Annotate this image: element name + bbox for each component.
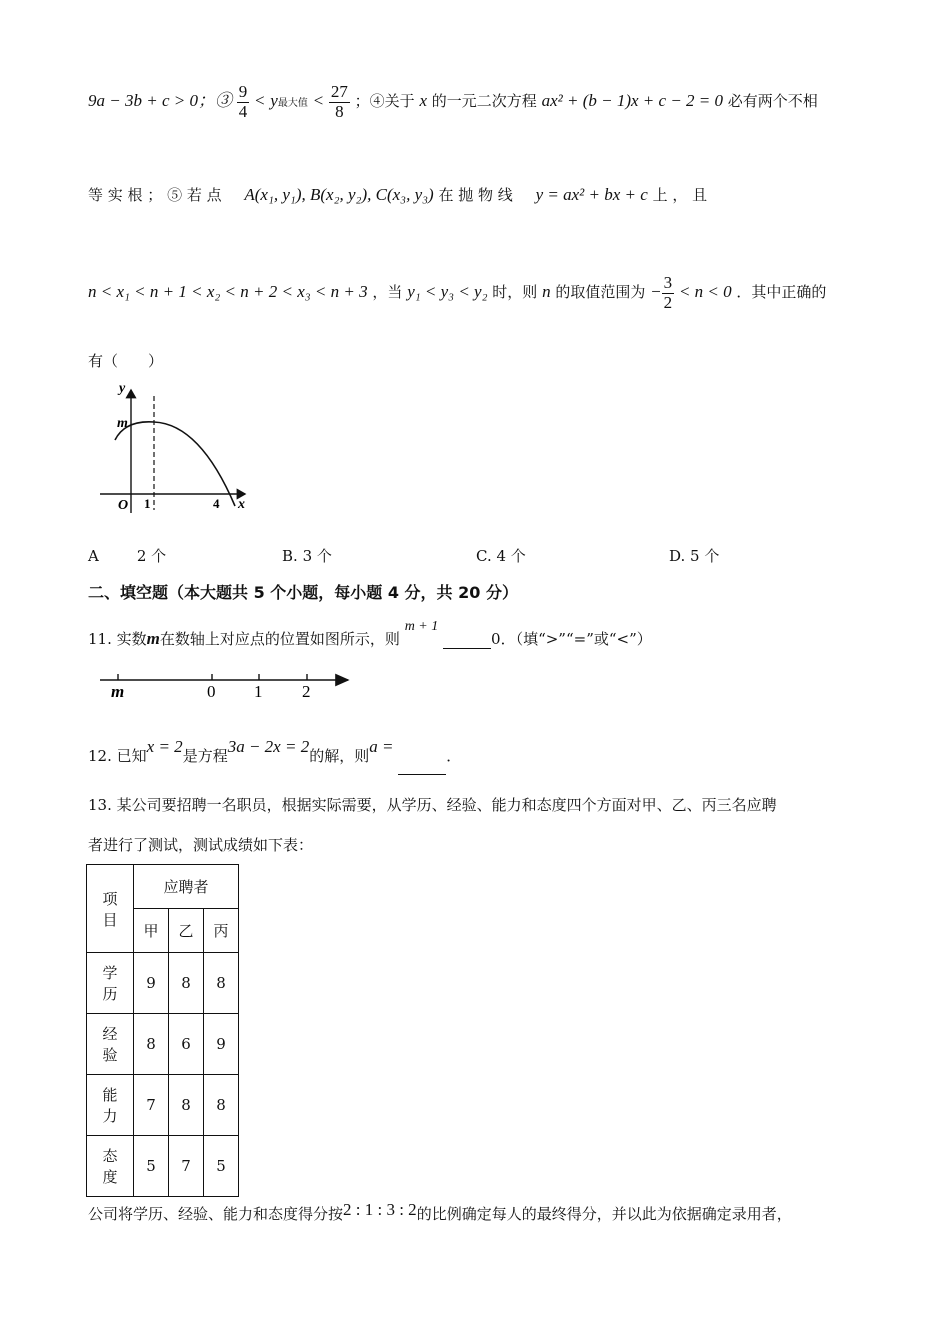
row-label: 学 历 — [87, 953, 134, 1014]
graph-m-label: m — [117, 416, 128, 431]
frac-3-2: $\frac{3}{2}$ — [663, 272, 673, 312]
section-2-title: 二、填空题（本大题共 5 个小题，每小题 4 分，共 20 分） — [88, 583, 518, 602]
x-equals-2: x = 2 — [146, 737, 183, 756]
q11: 11. 实数m在数轴上对应点的位置如图所示，则 m + 1 0．（填“>”“=”或“<”） — [88, 619, 652, 648]
parabola-equation: y = ax² + bx + c — [535, 185, 648, 204]
option-c[interactable]: C. 4 个 — [476, 547, 526, 565]
score-cell: 5 — [134, 1136, 169, 1197]
frac-27-8: $\frac{27}{8}$ — [330, 81, 348, 121]
score-cell: 8 — [169, 953, 204, 1014]
quadratic-equation: ax² + (b − 1)x + c − 2 = 0 — [541, 91, 724, 110]
graph-origin-label: O — [118, 498, 129, 513]
number-line — [96, 668, 356, 702]
q10-line3: n < x₁ < n + 1 < x₂ < n + 2 < x₃ < n + 3 ，当 y₁ < y₃ < y₂ 时，则 n 的取值范围为 − $\frac{3}{2}$ < n < 0 ．其中正确的 — [88, 272, 827, 312]
row-label: 经 验 — [87, 1014, 134, 1075]
graph-x-label: x — [238, 497, 245, 512]
score-cell: 5 — [204, 1136, 239, 1197]
label-1: 1 — [254, 682, 263, 701]
score-cell: 8 — [169, 1075, 204, 1136]
q12: 12. 已知x = 2是方程3a − 2x = 2的解，则a = ． — [88, 738, 461, 774]
row-label: 能 力 — [87, 1075, 134, 1136]
ratio: 2 : 1 : 3 : 2 — [343, 1200, 417, 1219]
option-b[interactable]: B. 3 个 — [282, 547, 332, 565]
score-cell: 9 — [134, 953, 169, 1014]
label-0: 0 — [207, 682, 216, 701]
y-max: y — [270, 91, 278, 110]
applicants-header: 应聘者 — [134, 865, 239, 909]
candidate-jia: 甲 — [134, 909, 169, 953]
label-m: m — [111, 682, 125, 701]
x-inequality: n < x₁ < n + 1 < x₂ < n + 2 < x₃ < n + 3 — [88, 282, 368, 301]
q10-line4: 有（ ） — [88, 352, 164, 370]
score-cell: 9 — [204, 1014, 239, 1075]
frac-9-4: $\frac{9}{4}$ — [238, 81, 248, 121]
table-row — [87, 1014, 239, 1075]
q11-answer-blank[interactable] — [443, 630, 491, 649]
row-label: 态 度 — [87, 1136, 134, 1197]
table-row — [87, 953, 239, 1014]
equation-3a-2x: 3a − 2x = 2 — [227, 737, 310, 756]
table-row — [87, 1136, 239, 1197]
q10-condition-2: 9a − 3b + c > 0；③ — [88, 91, 232, 110]
graph-tick-1: 1 — [144, 496, 151, 511]
label-2: 2 — [302, 682, 311, 701]
q12-answer-blank[interactable] — [398, 738, 446, 775]
q10-line2: 等 实 根 ； ⑤ 若 点 A(x₁, y₁), B(x₂, y₂), C(x₃, y₃) 在 抛 物 线 y = ax² + bx + c 上 ， 且 — [88, 185, 708, 204]
item-header: 项 目 — [87, 865, 134, 953]
parabola-graph — [95, 378, 265, 518]
graph-tick-4: 4 — [213, 496, 220, 511]
score-cell: 7 — [169, 1136, 204, 1197]
graph-y-label: y — [119, 381, 126, 396]
candidate-yi: 乙 — [169, 909, 204, 953]
table-row — [87, 1075, 239, 1136]
candidate-bing: 丙 — [204, 909, 239, 953]
option-d[interactable]: D. 5 个 — [669, 547, 720, 565]
n-range: < n < 0 — [678, 282, 732, 301]
m-plus-1: m + 1 — [404, 619, 439, 634]
score-cell: 8 — [134, 1014, 169, 1075]
score-cell: 6 — [169, 1014, 204, 1075]
score-table — [86, 864, 239, 1197]
points-abc: A(x₁, y₁), B(x₂, y₂), C(x₃, y₃) — [244, 185, 434, 204]
q13-last-line: 公司将学历、经验、能力和态度得分按2 : 1 : 3 : 2的比例确定每人的最终得分，并以此为依据确定录用者， — [88, 1200, 792, 1223]
score-cell: 8 — [204, 953, 239, 1014]
score-cell: 8 — [204, 1075, 239, 1136]
q13-line1: 13. 某公司要招聘一名职员，根据实际需要，从学历、经验、能力和态度四个方面对甲、乙、丙三名应聘 — [88, 796, 777, 814]
option-a[interactable]: A 2 个 — [88, 547, 167, 565]
score-cell: 7 — [134, 1075, 169, 1136]
q13-line2: 者进行了测试，测试成绩如下表： — [88, 836, 314, 854]
q10-line1: 9a − 3b + c > 0；③ $\frac{9}{4}$ < y最大值 < $\frac{27}{8}$ ；④关于 x 的一元二次方程 ax² + (b − 1)x + c − 2 = 0 必有两个不相 — [88, 81, 818, 121]
a-equals: a = — [369, 737, 394, 756]
y-condition: y₁ < y₃ < y₂ — [407, 282, 488, 301]
